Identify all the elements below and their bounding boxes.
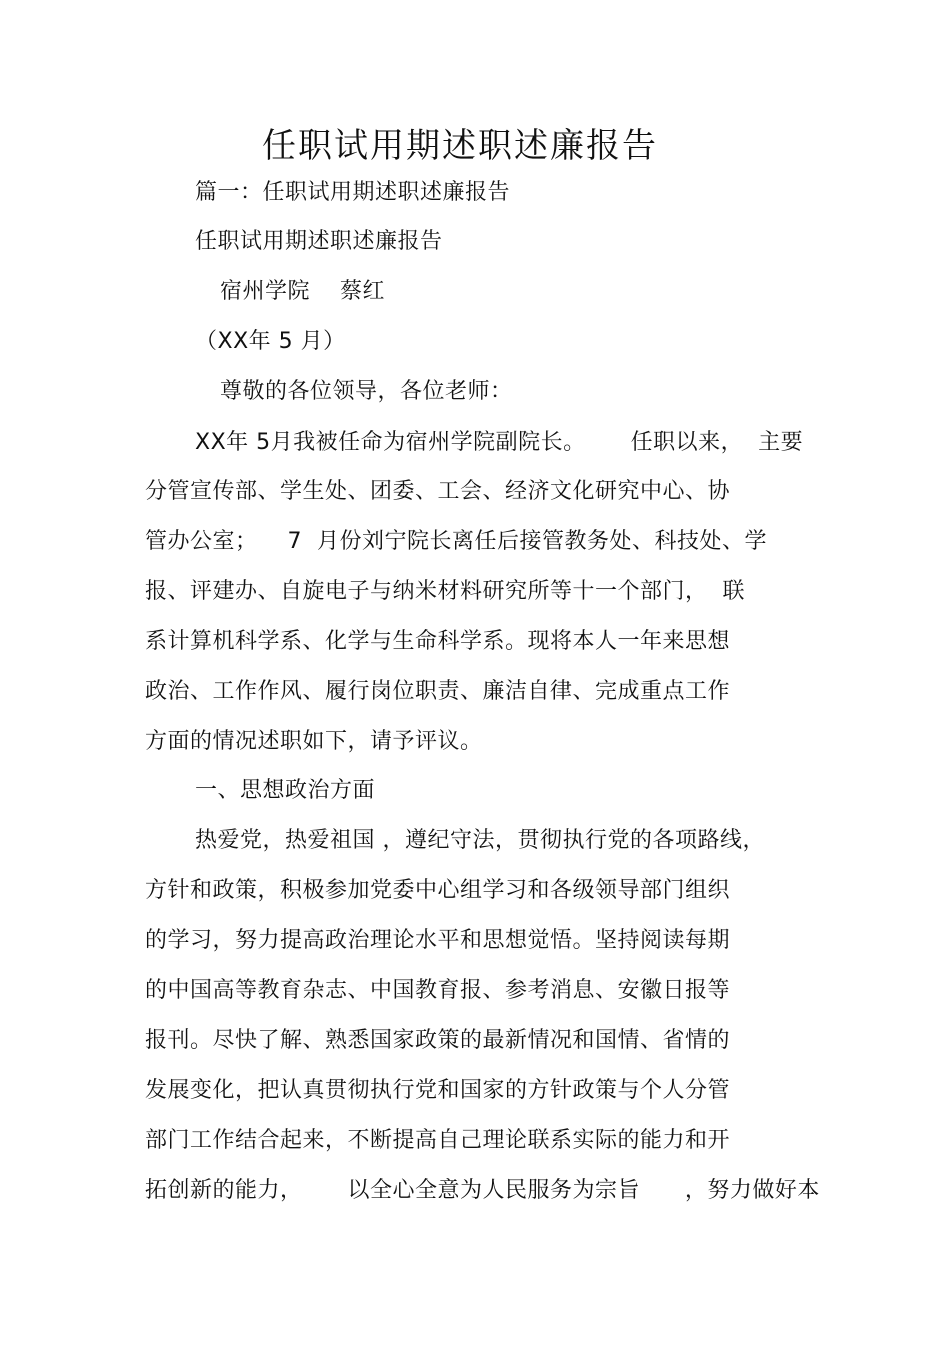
paragraph-line: 管办公室； 7 月份刘宁院长离任后接管教务处、科技处、学 — [145, 529, 767, 554]
date-line: （XX年 5 月） — [195, 329, 346, 354]
section-heading: 一、思想政治方面 — [195, 778, 376, 803]
paragraph-line: 部门工作结合起来，不断提高自己理论联系实际的能力和开 — [145, 1128, 731, 1153]
paragraph-line: 分管宣传部、学生处、团委、工会、经济文化研究中心、协 — [145, 479, 731, 504]
document-title: 任职试用期述职述廉报告 — [262, 126, 658, 166]
salutation-line: 尊敬的各位领导，各位老师： — [220, 379, 513, 404]
report-heading-line: 任职试用期述职述廉报告 — [195, 229, 443, 254]
paragraph-line: XX年 5月我被任命为宿州学院副院长。 任职以来， 主要 — [195, 430, 804, 455]
paragraph-line: 的中国高等教育杂志、中国教育报、参考消息、安徽日报等 — [145, 978, 731, 1003]
paragraph-line: 方针和政策，积极参加党委中心组学习和各级领导部门组织 — [145, 878, 731, 903]
paragraph-line: 政治、工作作风、履行岗位职责、廉洁自律、完成重点工作 — [145, 679, 731, 704]
paragraph-line: 的学习，努力提高政治理论水平和思想觉悟。坚持阅读每期 — [145, 928, 731, 953]
paragraph-line: 系计算机科学系、化学与生命科学系。现将本人一年来思想 — [145, 629, 731, 654]
author-line: 宿州学院 蔡红 — [220, 279, 385, 304]
paragraph-line: 热爱党，热爱祖国 ，遵纪守法，贯彻执行党的各项路线， — [195, 828, 765, 853]
paragraph-line: 报、评建办、自旋电子与纳米材料研究所等十一个部门， 联 — [145, 579, 745, 604]
paragraph-line: 发展变化，把认真贯彻执行党和国家的方针政策与个人分管 — [145, 1078, 731, 1103]
subtitle-line: 篇一：任职试用期述职述廉报告 — [195, 180, 511, 205]
paragraph-line: 拓创新的能力， 以全心全意为人民服务为宗旨 ，努力做好本 — [145, 1178, 820, 1203]
paragraph-line: 报刊。尽快了解、熟悉国家政策的最新情况和国情、省情的 — [145, 1028, 731, 1053]
paragraph-line: 方面的情况述职如下，请予评议。 — [145, 729, 483, 754]
